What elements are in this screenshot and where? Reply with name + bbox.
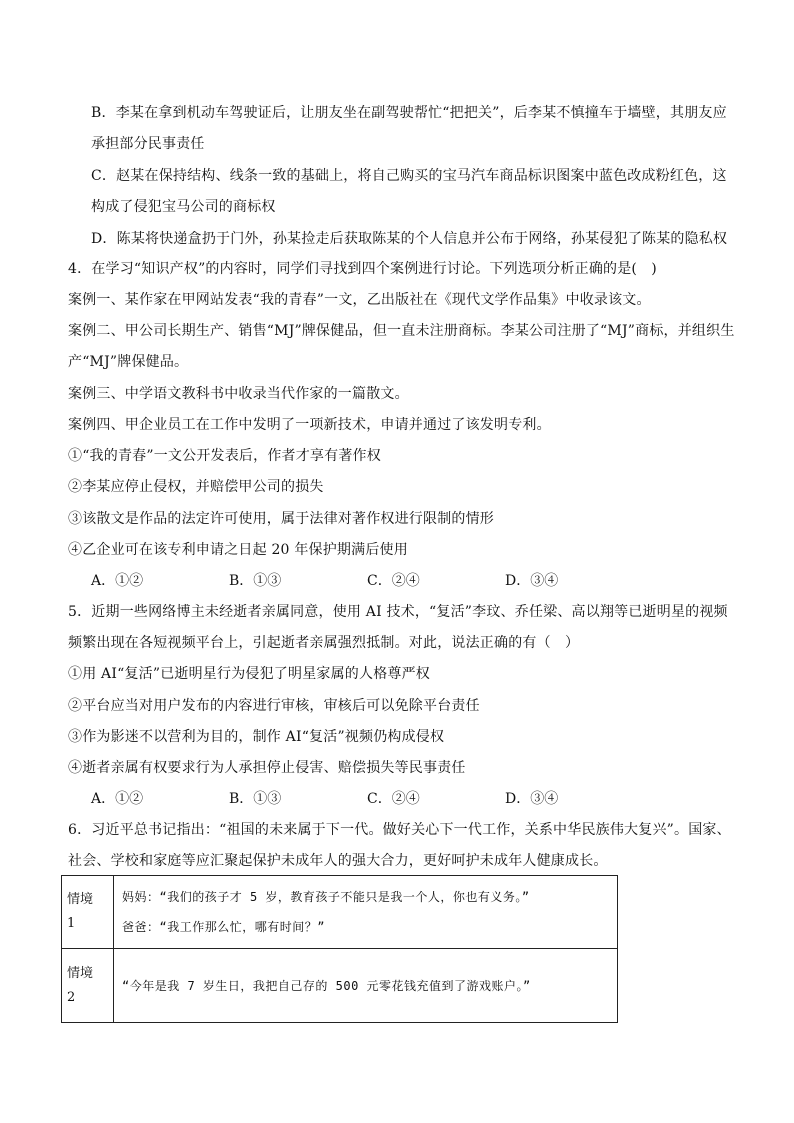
q4-case4: 案例四、甲企业员工在工作中发明了一项新技术，申请并通过了该发明专利。 <box>68 417 551 433</box>
q4-case2-line1: 案例二、甲公司长期生产、销售“MJ”牌保健品，但一直未注册商标。李某公司注册了“MJ”商标，并组织生 <box>68 323 735 339</box>
q3-option-d: D．陈某将快递盒扔于门外，孙某捡走后获取陈某的个人信息并公布于网络，孙某侵犯了陈某的隐私权 <box>91 231 728 247</box>
q6-stem-line2: 社会、学校和家庭等应汇聚起保护未成年人的强大合力，更好呵护未成年人健康成长。 <box>68 853 608 869</box>
scenario-row-1 <box>62 876 618 949</box>
q5-statement-1: ①用 AI“复活”已逝明星行为侵犯了明星家属的人格尊严权 <box>68 666 431 682</box>
q5-statement-3: ③作为影迷不以营利为目的，制作 AI“复活”视频仍构成侵权 <box>68 729 445 745</box>
scenario-label-2 <box>62 949 114 1023</box>
q3-option-b-line1: B．李某在拿到机动车驾驶证后，让朋友坐在副驾驶帮忙“把把关”，后李某不慎撞车于墙壁，其朋友应 <box>91 105 727 121</box>
q4-stem: 4．在学习“知识产权”的内容时，同学们寻找到四个案例进行讨论。下列选项分析正确的是( ) <box>68 261 657 277</box>
scenario-label-1 <box>62 876 114 949</box>
q5-option-b: B．①③ <box>229 791 282 807</box>
q5-option-d: D．③④ <box>505 791 559 807</box>
scenario-2-child-line: “今年是我 7 岁生日，我把自己存的 500 元零花钱充值到了游戏账户。” <box>122 978 531 993</box>
q5-option-c: C．②④ <box>367 791 420 807</box>
q5-stem-line2: 频繁出现在各短视频平台上，引起逝者亲属强烈抵制。对此，说法正确的有（ ） <box>68 635 580 651</box>
q4-option-b: B．①③ <box>229 573 282 589</box>
q5-stem-line1: 5．近期一些网络博主未经逝者亲属同意，使用 AI 技术，“复活”李玟、乔任梁、高以翔等已逝明星的视频 <box>68 604 728 620</box>
q4-case3: 案例三、中学语文教科书中收录当代作家的一篇散文。 <box>68 386 409 402</box>
q4-option-a: A．①② <box>91 573 144 589</box>
scenario-1-mother-line: 妈妈：“我们的孩子才 5 岁，教育孩子不能只是我一个人，你也有义务。” <box>122 890 530 904</box>
scenario-label-1-number: 1 <box>67 916 76 931</box>
q3-option-c-line2: 构成了侵犯宝马公司的商标权 <box>91 199 276 215</box>
scenario-content-2 <box>114 949 618 1023</box>
scenario-table <box>61 875 618 1023</box>
q4-statement-4: ④乙企业可在该专利申请之日起 20 年保护期满后使用 <box>68 542 408 558</box>
q3-option-b-line2: 承担部分民事责任 <box>91 136 205 152</box>
q3-option-c-line1: C．赵某在保持结构、线条一致的基础上，将自己购买的宝马汽车商品标识图案中蓝色改成粉红色，这 <box>91 168 727 184</box>
q4-case2-line2: 产“MJ”牌保健品。 <box>68 354 189 370</box>
q4-statement-1: ①“我的青春”一文公开发表后，作者才享有著作权 <box>68 448 381 464</box>
scenario-row-2 <box>62 949 618 1023</box>
scenario-label-2-number: 2 <box>67 989 76 1005</box>
q4-statement-3: ③该散文是作品的法定许可使用，属于法律对著作权进行限制的情形 <box>68 511 494 527</box>
q6-stem-line1: 6．习近平总书记指出：“祖国的未来属于下一代。做好关心下一代工作，关系中华民族伟大复兴”。国家、 <box>68 822 731 838</box>
q4-case1: 案例一、某作家在甲网站发表“我的青春”一文，乙出版社在《现代文学作品集》中收录该文。 <box>68 292 651 308</box>
q5-option-a: A．①② <box>91 791 144 807</box>
scenario-label-1-text: 情境 <box>67 892 94 907</box>
scenario-1-father-line: 爸爸：“我工作那么忙，哪有时间？” <box>122 920 325 934</box>
q4-options <box>91 571 643 591</box>
q4-statement-2: ②李某应停止侵权，并赔偿甲公司的损失 <box>68 479 324 495</box>
q4-option-d: D．③④ <box>505 573 559 589</box>
q5-statement-4: ④逝者亲属有权要求行为人承担停止侵害、赔偿损失等民事责任 <box>68 760 466 776</box>
q5-statement-2: ②平台应当对用户发布的内容进行审核，审核后可以免除平台责任 <box>68 698 480 714</box>
q4-option-c: C．②④ <box>367 573 420 589</box>
q5-options <box>91 789 643 809</box>
scenario-label-2-text: 情境 <box>67 965 94 981</box>
scenario-content-1 <box>114 876 618 949</box>
